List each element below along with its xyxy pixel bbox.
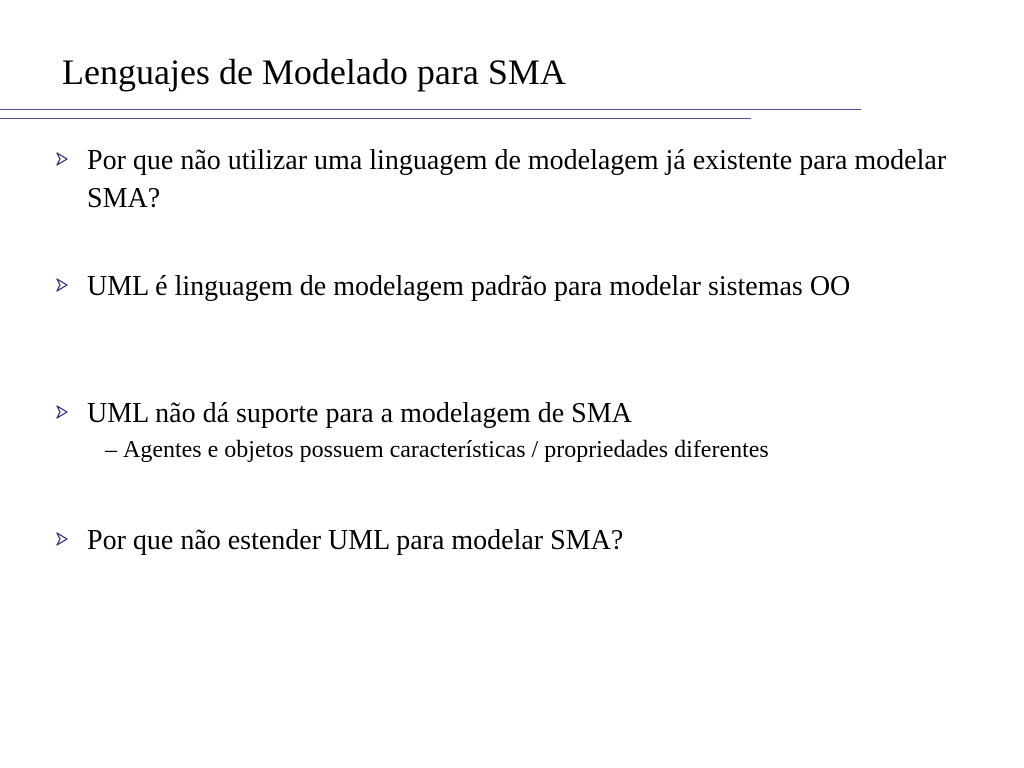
bullet-item xyxy=(56,268,956,306)
sub-bullet-text: Agentes e objetos possuem características / propriedades diferentes xyxy=(123,437,769,463)
sub-bullet-dash: – xyxy=(105,437,117,463)
arrowhead-bullet-icon xyxy=(56,152,68,166)
slide-title: Lenguajes de Modelado para SMA xyxy=(62,52,566,92)
bullet-item xyxy=(56,395,956,465)
bullet-text: UML não dá suporte para a modelagem de SMA xyxy=(87,398,632,429)
sub-bullet-list xyxy=(105,435,956,465)
arrowhead-bullet-icon xyxy=(56,405,68,419)
bullet-text: Por que não utilizar uma linguagem de modelagem já existente para modelar SMA? xyxy=(87,145,947,214)
arrowhead-bullet-icon xyxy=(56,278,68,292)
sub-bullet-item xyxy=(105,435,956,465)
bullet-item xyxy=(56,142,956,218)
bullet-text: UML é linguagem de modelagem padrão para modelar sistemas OO xyxy=(87,271,851,302)
bullet-item xyxy=(56,522,956,560)
arrowhead-bullet-icon xyxy=(56,532,68,546)
bullet-text: Por que não estender UML para modelar SMA? xyxy=(87,525,624,556)
